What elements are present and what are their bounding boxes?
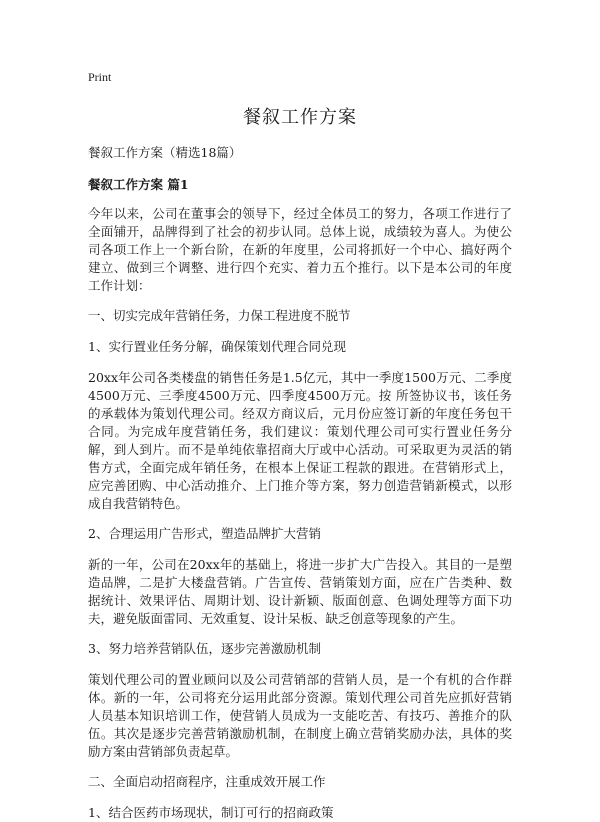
heading-item-3: 3、努力培养营销队伍，逐步完善激励机制 xyxy=(88,641,321,656)
section-heading: 餐叙工作方案 篇1 xyxy=(88,177,189,192)
heading-part-two-item-1: 1、结合医药市场现状，制订可行的招商政策 xyxy=(88,805,334,820)
paragraph-item-1: 20xx年公司各类楼盘的销售任务是1.5亿元，其中一季度1500万元、二季度4500万元、三季度4500万元、四季度4500万元。按 所签协议书，该任务的承载体为策划代理公司。经双方商议后，元月份应签订新的年度任务包干合同。为完成年度营销任务，我们建议：策划代理公司可实行置业任务分解，到人到片。而不是单纯依靠招商大厅或中心活动。可采取更为灵活的销售方式，全面完成年销任务，在根本上保证工程款的跟进。在营销形式上，应完善团购、中心活动推介、上门推介等方案，努力创造营销新模式，以形成自我营销特色。 xyxy=(88,370,512,511)
heading-item-2: 2、合理运用广告形式，塑造品牌扩大营销 xyxy=(88,526,321,541)
document-title: 餐叙工作方案 xyxy=(243,107,357,128)
document-subtitle: 餐叙工作方案（精选18篇） xyxy=(88,145,242,160)
intro-paragraph: 今年以来，公司在董事会的领导下，经过全体员工的努力，各项工作进行了全面铺开，品牌得到了社会的初步认同。总体上说，成绩较为喜人。为使公司各项工作上一个新台阶，在新的年度里，公司将抓好一个中心、搞好两个建立、做到三个调整、进行四个充实、着力五个推行。以下是本公司的年度工作计划： xyxy=(88,206,512,293)
paragraph-item-3: 策划代理公司的置业顾问以及公司营销部的营销人员，是一个有机的合作群体。新的一年，公司将充分运用此部分资源。策划代理公司首先应抓好营销人员基本知识培训工作，使营销人员成为一支能吃苦、有技巧、善推介的队伍。其次是逐步完善营销激励机制，在制度上确立营销奖励办法，具体的奖励方案由营销部负责起草。 xyxy=(88,672,512,759)
heading-part-two: 二、全面启动招商程序，注重成效开展工作 xyxy=(88,774,326,789)
paragraph-item-2: 新的一年，公司在20xx年的基础上，将进一步扩大广告投入。其目的一是塑造品牌，二是扩大楼盘营销。广告宣传、营销策划方面，应在广告类种、数据统计、效果评估、周期计划、设计新颖、版面创意、色调处理等方面下功夫，避免版面雷同、无效重复、设计呆板、缺乏创意等现象的产生。 xyxy=(88,557,512,626)
heading-item-1: 1、实行置业任务分解，确保策划代理合同兑现 xyxy=(88,339,346,354)
print-link[interactable]: Print xyxy=(88,70,112,84)
heading-part-one: 一、切实完成年营销任务，力保工程进度不脱节 xyxy=(88,308,351,323)
